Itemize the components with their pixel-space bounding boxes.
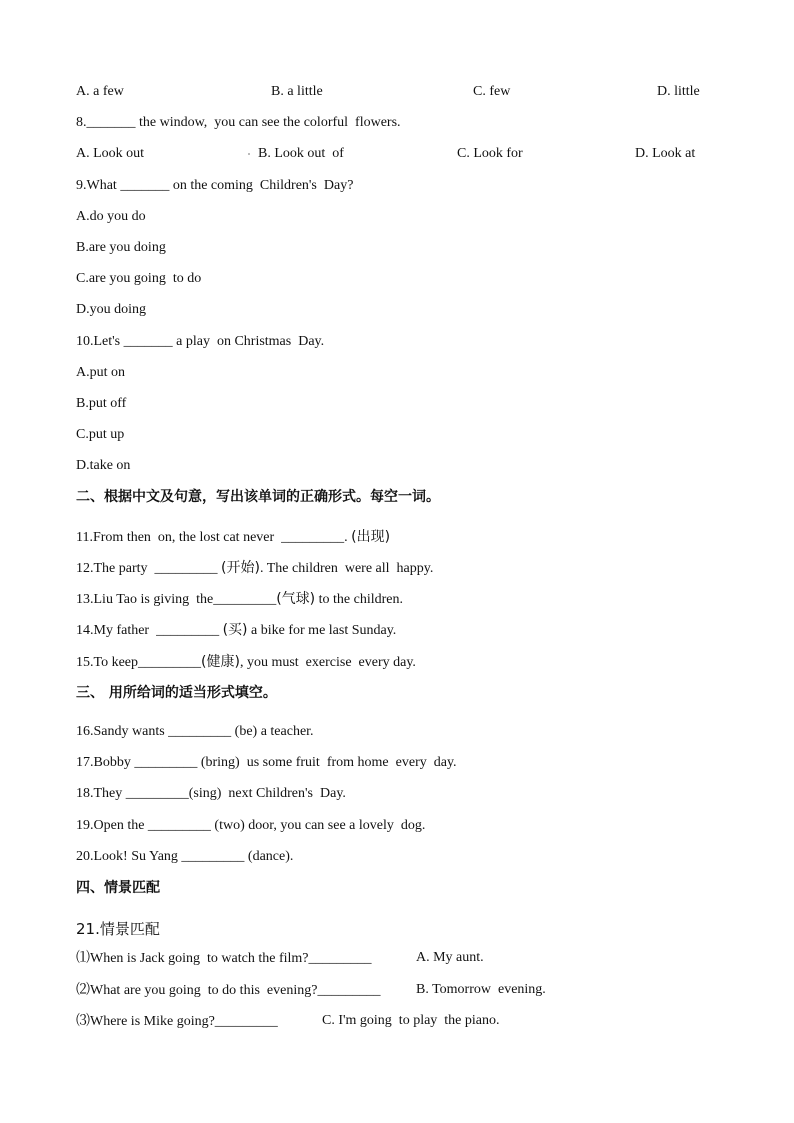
q21-item-1-question: When is Jack going to watch the film?_________ bbox=[90, 951, 372, 966]
q21-answer-b: B. Tomorrow evening. bbox=[416, 982, 546, 997]
q8-option-c: C. Look for bbox=[457, 146, 523, 161]
q10-option-d: D.take on bbox=[76, 458, 131, 473]
q13 bbox=[76, 591, 403, 608]
q21-item-2 bbox=[76, 982, 380, 999]
q12-hint: (开始) bbox=[221, 560, 260, 576]
q15 bbox=[76, 654, 416, 671]
q19: 19.Open the _________ (two) door, you can see a lovely dog. bbox=[76, 818, 426, 833]
q9-option-a: A.do you do bbox=[76, 209, 146, 224]
q14 bbox=[76, 622, 396, 639]
q13-hint: (气球) bbox=[276, 591, 316, 607]
q14-text: 14.My father _________ bbox=[76, 623, 220, 638]
q21-answer-c: C. I'm going to play the piano. bbox=[322, 1013, 500, 1028]
q9-option-d: D.you doing bbox=[76, 302, 146, 317]
section4-title: 四、情景匹配 bbox=[76, 880, 160, 896]
q9-stem: 9.What _______ on the coming Children's Day? bbox=[76, 178, 354, 193]
q7-option-b: B. a little bbox=[271, 84, 323, 99]
q10-option-a: A.put on bbox=[76, 365, 125, 380]
q15-hint: (健康) bbox=[201, 654, 240, 670]
q10-stem: 10.Let's _______ a play on Christmas Day. bbox=[76, 334, 325, 349]
q9-option-b: B.are you doing bbox=[76, 240, 166, 255]
q10-option-c: C.put up bbox=[76, 427, 125, 442]
q20: 20.Look! Su Yang _________ (dance). bbox=[76, 849, 294, 864]
q17: 17.Bobby _________ (bring) us some fruit from home every day. bbox=[76, 755, 457, 770]
q21-item-3-question: Where is Mike going?_________ bbox=[90, 1014, 278, 1029]
q21-item-2-question: What are you going to do this evening?_________ bbox=[90, 983, 381, 998]
section3-title: 三、 用所给词的适当形式填空。 bbox=[76, 685, 277, 701]
q9-option-c: C.are you going to do bbox=[76, 271, 202, 286]
q10-option-b: B.put off bbox=[76, 396, 127, 411]
q13-tail: to the children. bbox=[315, 592, 404, 607]
q21-title: 21.情景匹配 bbox=[76, 920, 160, 938]
q7-option-a: A. a few bbox=[76, 84, 124, 99]
q13-text: 13.Liu Tao is giving the_________ bbox=[76, 592, 277, 607]
q15-tail: , you must exercise every day. bbox=[239, 655, 416, 670]
q8-option-a: A. Look out bbox=[76, 146, 145, 161]
q12-text: 12.The party _________ bbox=[76, 561, 218, 576]
q18: 18.They _________(sing) next Children's Day. bbox=[76, 786, 346, 801]
stray-dot bbox=[248, 153, 250, 155]
q21-item-3-num: ⑶ bbox=[76, 1013, 90, 1029]
q8-stem: 8._______ the window, you can see the colorful flowers. bbox=[76, 115, 401, 130]
q14-tail: a bike for me last Sunday. bbox=[247, 623, 397, 638]
q12-tail: . The children were all happy. bbox=[259, 561, 434, 576]
q8-option-b: B. Look out of bbox=[258, 146, 344, 161]
q21-item-2-num: ⑵ bbox=[76, 982, 90, 998]
q11-hint: (出现) bbox=[351, 529, 391, 545]
q21-item-1 bbox=[76, 950, 372, 967]
q7-option-c: C. few bbox=[473, 84, 511, 99]
q11 bbox=[76, 529, 390, 546]
q16: 16.Sandy wants _________ (be) a teacher. bbox=[76, 724, 314, 739]
q7-option-d: D. little bbox=[657, 84, 700, 99]
q21-answer-a: A. My aunt. bbox=[416, 950, 484, 965]
q15-text: 15.To keep_________ bbox=[76, 655, 202, 670]
q14-hint: (买) bbox=[222, 622, 248, 638]
section2-title: 二、根据中文及句意，写出该单词的正确形式。每空一词。 bbox=[76, 489, 440, 505]
q21-item-3 bbox=[76, 1013, 278, 1030]
q11-text: 11.From then on, the lost cat never _________. bbox=[76, 530, 348, 545]
q21-item-1-num: ⑴ bbox=[76, 950, 90, 966]
q8-option-d: D. Look at bbox=[635, 146, 696, 161]
q12 bbox=[76, 560, 433, 577]
